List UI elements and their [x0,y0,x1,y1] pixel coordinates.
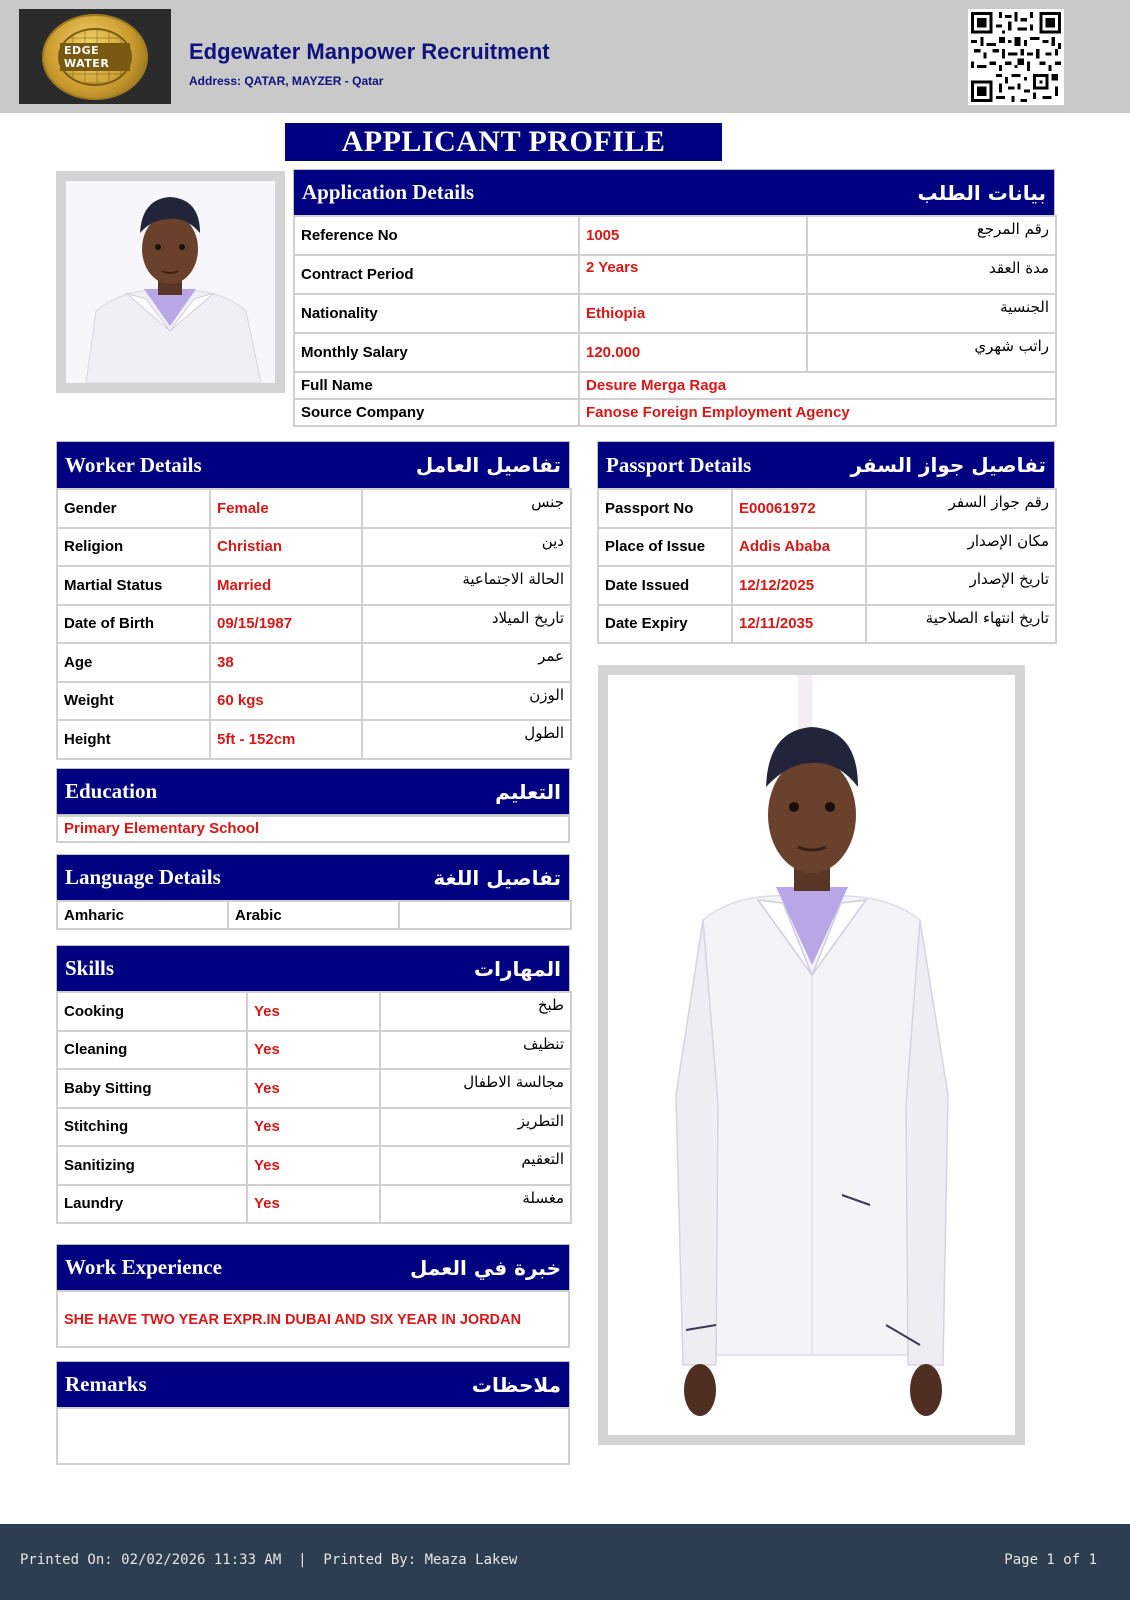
row-value: 12/12/2025 [732,566,866,605]
table-row [57,489,571,528]
row-label: Gender [57,489,210,528]
row-label-ar: طبخ [380,992,571,1031]
language-details-header [56,854,570,901]
passport-details-title: Passport Details [606,452,752,477]
row-label: Cooking [57,992,247,1031]
page-number: Page 1 of 1 [1004,1552,1097,1568]
row-label: Baby Sitting [57,1069,247,1108]
education-value: Primary Elementary School [56,815,570,843]
row-label-ar: التطريز [380,1108,571,1147]
table-row [598,489,1056,528]
passport-details-table [597,488,1057,644]
remarks-value [56,1407,570,1465]
row-label-ar: تاريخ انتهاء الصلاحية [866,605,1056,644]
row-value: 2 Years [579,255,807,294]
row-label-ar: مجالسة الاطفال [380,1069,571,1108]
remarks-title: Remarks [65,1372,147,1396]
row-label: Date of Birth [57,605,210,644]
row-value: 12/11/2035 [732,605,866,644]
work-experience-title: Work Experience [65,1255,222,1279]
row-label-ar: تاريخ الإصدار [866,566,1056,605]
skills-table [56,991,572,1224]
table-row [57,566,571,605]
full-name-label: Full Name [294,372,579,399]
table-row [57,1069,571,1108]
table-row [294,333,1056,372]
row-label-ar: مكان الإصدار [866,528,1056,567]
passport-details-title-ar: تفاصيل جواز السفر [850,453,1046,477]
passport-details-header [597,441,1055,489]
row-label-ar: تنظيف [380,1031,571,1070]
table-row [294,372,1056,399]
row-value: Yes [247,992,380,1031]
applicant-portrait-icon [66,181,275,383]
row-value: Yes [247,1069,380,1108]
table-row [598,566,1056,605]
company-logo [19,9,171,104]
applicant-photo-small [56,171,285,393]
row-label: Sanitizing [57,1146,247,1185]
row-label: Contract Period [294,255,579,294]
worker-details-title-ar: تفاصيل العامل [415,453,561,477]
row-label-ar: عمر [362,643,571,682]
row-label-ar: راتب شهري [807,333,1056,372]
row-label-ar: مدة العقد [807,255,1056,294]
row-label: Reference No [294,216,579,255]
table-row [57,605,571,644]
work-experience-title-ar: خبرة في العمل [410,1255,561,1280]
skills-title-ar: المهارات [474,956,561,981]
row-label-ar: الوزن [362,682,571,721]
row-label: Height [57,720,210,759]
application-details-title-ar: بيانات الطلب [917,180,1046,205]
work-experience-header [56,1244,570,1291]
worker-details-table [56,488,572,760]
row-label: Date Issued [598,566,732,605]
application-details-title: Application Details [302,180,475,204]
language-item: Arabic [228,901,399,929]
row-label: Cleaning [57,1031,247,1070]
logo-text: EDGE WATER [60,43,130,71]
application-details-table [293,215,1057,427]
row-value: Yes [247,1031,380,1070]
source-company-label: Source Company [294,399,579,426]
table-row [57,1108,571,1147]
row-value: 5ft - 152cm [210,720,362,759]
globe-logo-icon [42,14,148,100]
remarks-title-ar: ملاحظات [471,1372,561,1397]
row-label: Laundry [57,1185,247,1224]
table-row [294,399,1056,426]
row-label: Religion [57,528,210,567]
row-value: 120.000 [579,333,807,372]
table-row [598,528,1056,567]
application-details-header [293,169,1055,216]
worker-details-header [56,441,570,489]
row-value: Married [210,566,362,605]
row-value: Yes [247,1185,380,1224]
education-title: Education [65,779,158,803]
table-row [598,605,1056,644]
table-row [57,528,571,567]
row-value: Yes [247,1146,380,1185]
remarks-header [56,1361,570,1408]
row-label-ar: رقم جواز السفر [866,489,1056,528]
table-row [57,682,571,721]
row-label: Age [57,643,210,682]
row-label: Nationality [294,294,579,333]
row-value: 60 kgs [210,682,362,721]
row-value: 09/15/1987 [210,605,362,644]
row-value: Yes [247,1108,380,1147]
row-label: Stitching [57,1108,247,1147]
row-label-ar: الحالة الاجتماعية [362,566,571,605]
skills-title: Skills [65,956,115,980]
row-value: Female [210,489,362,528]
row-label-ar: التعقيم [380,1146,571,1185]
row-label-ar: رقم المرجع [807,216,1056,255]
worker-details-title: Worker Details [65,452,202,477]
table-row [294,255,1056,294]
row-label-ar: جنس [362,489,571,528]
row-label-ar: دين [362,528,571,567]
applicant-full-body-icon [608,675,1015,1435]
language-item [399,901,571,929]
language-details-title: Language Details [65,865,221,889]
language-details-title-ar: تفاصيل اللغة [433,865,561,890]
row-label: Passport No [598,489,732,528]
work-experience-value: SHE HAVE TWO YEAR EXPR.IN DUBAI AND SIX YEAR IN JORDAN [56,1290,570,1348]
page-footer [0,1524,1130,1600]
row-label: Date Expiry [598,605,732,644]
table-row [57,720,571,759]
row-value: 38 [210,643,362,682]
full-name-value: Desure Merga Raga [579,372,1056,399]
company-name: Edgewater Manpower Recruitment [189,39,550,64]
table-row [57,1146,571,1185]
row-label: Weight [57,682,210,721]
row-value: Christian [210,528,362,567]
source-company-value: Fanose Foreign Employment Agency [579,399,1056,426]
language-table [56,900,572,930]
row-label: Place of Issue [598,528,732,567]
applicant-photo-full [598,665,1025,1445]
row-label: Monthly Salary [294,333,579,372]
row-label-ar: الطول [362,720,571,759]
row-value: Ethiopia [579,294,807,333]
table-row [57,901,571,929]
table-row [57,1185,571,1224]
row-label: Martial Status [57,566,210,605]
table-row [294,216,1056,255]
row-value: 1005 [579,216,807,255]
row-label-ar: الجنسية [807,294,1056,333]
table-row [294,294,1056,333]
page-title: APPLICANT PROFILE [285,123,722,161]
page-header [0,0,1130,113]
row-value: Addis Ababa [732,528,866,567]
language-item: Amharic [57,901,228,929]
qr-code-icon [968,9,1064,105]
skills-header [56,945,570,992]
table-row [57,1031,571,1070]
row-label-ar: تاريخ الميلاد [362,605,571,644]
education-header [56,768,570,815]
table-row [57,992,571,1031]
printed-info: Printed On: 02/02/2026 11:33 AM | Printed By: Meaza Lakew [20,1552,518,1568]
company-address: Address: QATAR, MAYZER - Qatar [189,74,384,88]
table-row [57,643,571,682]
row-label-ar: مغسلة [380,1185,571,1224]
row-value: E00061972 [732,489,866,528]
education-title-ar: التعليم [495,779,561,804]
